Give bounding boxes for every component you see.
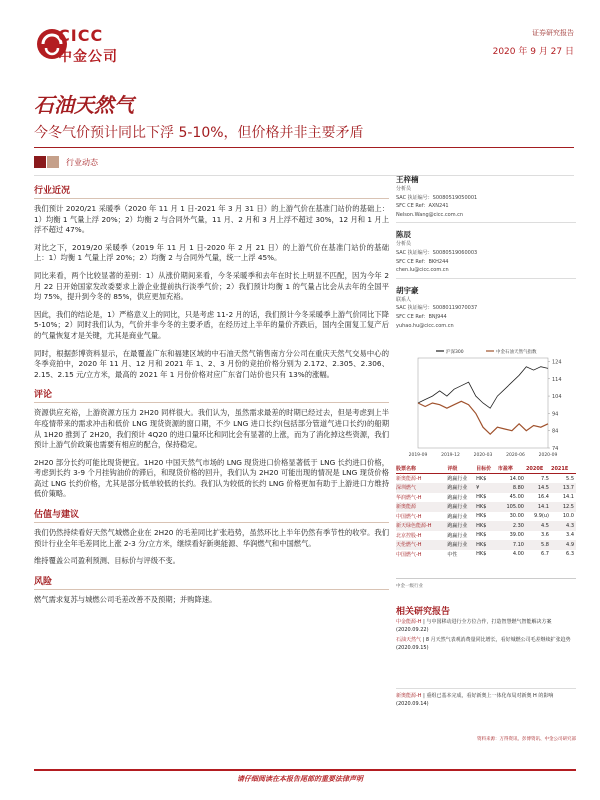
footer-divider [34, 769, 576, 771]
stock-name: 新奥能源 [396, 502, 447, 512]
table-row [396, 493, 576, 503]
analyst-block [396, 229, 576, 274]
analyst-sac: SAC 执证编号：S0080119070037 [396, 305, 478, 312]
series-line-oil-gas-index [418, 401, 548, 434]
section-industry-status [34, 183, 389, 380]
table-cell: 跑赢行业 [447, 532, 468, 539]
data-source-note: 资料来源：万得资讯、彭博资讯、中金公司研究部 [477, 737, 576, 742]
related-report-date: (2020.09.15) [396, 645, 429, 651]
doc-type: 证券研究报告 [532, 29, 574, 37]
table-cell: 4.9 [551, 540, 576, 550]
paragraph: 因此，我们的结论是，1）严格意义上的同比，只是考虑 11-2 月的话，我们预计今冬采暖季上游气价同比下降 5-10%；2）同时我们认为，气价并非今冬的主要矛盾，在经历过上半年的量价齐跌后，国内全面复工复产后的气量恢复才是关键，尤其是商业气量。 [34, 309, 389, 340]
paragraph: 我们仍然持续看好天然气城燃企业在 2H20 的毛差同比扩张趋势，虽然环比上半年仍然有季节性的收窄。我们预计行业全年毛差同比上涨 2-3 分/立方米，继续看好新奥能源、华润燃气和中国燃气。 [34, 528, 389, 548]
table-cell: 跑赢行业 [447, 483, 476, 493]
logo-cn: 中金公司 [58, 49, 118, 65]
section-heading: 评论 [34, 387, 389, 403]
table-header: 2020E [526, 464, 551, 474]
table-cell: 2.30 [498, 521, 526, 531]
table-cell: 10.0 [562, 513, 574, 520]
table-cell: 13.7 [551, 483, 576, 493]
section-heading: 行业近况 [34, 183, 389, 199]
analyst-email[interactable]: yuhao.hu@cicc.com.cn [396, 322, 454, 329]
table-cell: 14.1 [562, 494, 574, 501]
analyst-name: 陈辰 [396, 230, 411, 240]
table-cell: 9.9(u) [533, 513, 549, 520]
y-tick-label: 84 [552, 428, 559, 435]
table-cell: HK$ [476, 475, 487, 482]
divider [396, 222, 576, 223]
table-cell: 6.7 [541, 551, 549, 558]
table-note-text: 中金一级行业 [396, 584, 423, 589]
x-tick-label: 2019-09 [408, 453, 428, 458]
analyst-email[interactable]: chen.lu@cicc.com.cn [396, 267, 449, 274]
analyst-name: 王梓楠 [396, 175, 419, 184]
stock-name: 天伦燃气-H [396, 540, 447, 550]
table-cell: HK$ [476, 540, 498, 550]
table-cell: ¥ [476, 483, 498, 493]
analyst-sfc: SFC CE Ref：AXN241 [396, 203, 449, 210]
y-tick-label: 94 [552, 411, 559, 418]
title-divider [34, 147, 574, 148]
table-cell: 30.00 [509, 513, 524, 520]
analyst-sac: SAC 执证编号：S0080519050001 [396, 194, 478, 201]
related-report-title: 与中国移动进行全方位合作，打造智慧燃气智能解决方案 [426, 619, 552, 625]
related-report-title: 重组已基本完成，看好新奥上一体化布局对新奥 H 的影响 [426, 693, 554, 699]
table-row [396, 474, 576, 484]
stock-name: 新奥能源-H [396, 476, 422, 482]
table-cell: HK$ [476, 532, 487, 539]
table-cell: 16.4 [537, 494, 549, 501]
table-row [396, 540, 576, 550]
paragraph: 维持覆盖公司盈利预测、目标价与评级不变。 [34, 556, 180, 566]
related-report-date: (2020.09.14) [396, 701, 429, 707]
tag-marker-light [47, 156, 59, 168]
analyst-block [396, 285, 576, 330]
table-cell: 14.00 [509, 475, 524, 482]
table-cell: 4.3 [551, 521, 576, 531]
y-tick-label: 114 [552, 376, 562, 383]
series-line-hs300 [418, 367, 548, 409]
analyst-block [396, 174, 576, 219]
related-report-item[interactable]: 石油天然气 | 8 月天然气表观消费量同比增长，看好城燃公司毛差继续扩张趋势 (2020.09.15) [396, 637, 571, 651]
table-row [396, 550, 576, 560]
x-tick-label: 2020-09 [538, 453, 558, 458]
table-header-row [396, 464, 576, 474]
table-cell: 7.10 [498, 540, 526, 550]
table-row [396, 521, 576, 531]
analyst-role: 联系人 [396, 296, 412, 303]
related-report-date: (2020.09.22) [396, 627, 429, 633]
stock-name: 深圳燃气 [396, 483, 447, 493]
related-report-source: 新奥能源-H [396, 693, 422, 699]
table-header: 市盈率 [498, 464, 526, 474]
table-cell: 跑赢行业 [447, 502, 476, 512]
stock-name: 北京控股-H [396, 532, 422, 539]
table-cell: 7.5 [541, 475, 549, 482]
legal-disclaimer: 请仔细阅读在本报告尾部的重要法律声明 [237, 775, 363, 783]
x-tick-label: 2020-03 [473, 453, 493, 458]
y-tick-label: 104 [552, 394, 562, 401]
analyst-role: 分析员 [396, 186, 412, 192]
main-column [34, 183, 389, 612]
table-cell: 3.4 [566, 532, 574, 539]
table-cell: 中性 [447, 551, 458, 558]
table-bottom-rule [396, 578, 576, 579]
section-commentary [34, 387, 389, 500]
analyst-role: 分析员 [396, 241, 412, 248]
table-cell: 14.5 [526, 483, 551, 493]
stock-name: 中国燃气-H [396, 513, 422, 520]
table-cell: 跑赢行业 [447, 494, 468, 501]
table-row [396, 483, 576, 493]
analyst-sfc: SFC CE Ref：BKH244 [396, 258, 449, 265]
table-header: 目标价 [476, 464, 498, 474]
analyst-email[interactable]: Nelson.Wang@cicc.com.cn [396, 211, 464, 218]
table-cell: 4.5 [526, 521, 551, 531]
report-type-tag: 行业动态 [66, 158, 98, 167]
table-header: 股票名称 [396, 464, 447, 474]
stock-name: 华润燃气-H [396, 494, 422, 501]
x-tick-label: 2019-12 [441, 453, 460, 458]
table-header: 评级 [447, 464, 476, 474]
stock-name: 中国燃气-H [396, 551, 422, 558]
table-cell: HK$ [476, 502, 498, 512]
related-report-item[interactable]: 新奥能源-H | 重组已基本完成，看好新奥上一体化布局对新奥 H 的影响 (2020.09.14) [396, 693, 554, 707]
table-cell: HK$ [476, 513, 487, 520]
table-cell: HK$ [476, 521, 498, 531]
table-note [396, 583, 576, 589]
report-headline: 今冬气价预计同比下浮 5-10%，但价格并非主要矛盾 [34, 125, 364, 141]
tag-marker-dark [34, 156, 46, 168]
analyst-sfc: SFC CE Ref：BNJ944 [396, 313, 447, 320]
legend-label: 沪深300 [446, 350, 464, 355]
table-cell: 8.80 [498, 483, 526, 493]
paragraph: 2H20 部分长约可能比现货便宜。1H20 中国天然气市场的 LNG 现货进口价格显著低于 LNG 长约进口价格，考虑到长约 3-9 个月挂钩油价的滞后，和现货价格的回升，我们认为 2H20 可能出现的情况是 LNG 现货价格高过 LNG 长约价格，尤其是部分低单较低的长约。我们认为较低的长约 LNG 价格更加有助于上游进口方维持低价策略。 [34, 457, 389, 499]
analyst-panel [396, 168, 576, 330]
section-risk [34, 574, 389, 606]
section-heading: 风险 [34, 574, 389, 590]
legend-label: 中金石油天然气指数 [496, 350, 537, 355]
divider [396, 278, 576, 279]
table-cell: 39.00 [509, 532, 524, 539]
table-cell: 跑赢行业 [447, 521, 476, 531]
analyst-name: 胡宇豪 [396, 285, 419, 295]
table-row [396, 502, 576, 512]
table-cell: HK$ [476, 551, 487, 558]
related-reports-list [396, 618, 576, 668]
section-heading: 估值与建议 [34, 507, 389, 523]
table-cell: 105.00 [498, 502, 526, 512]
table-row [396, 512, 576, 522]
table-cell: 跑赢行业 [447, 540, 476, 550]
table-cell: 45.00 [509, 494, 524, 501]
y-tick-label: 74 [552, 446, 559, 452]
y-tick-label: 124 [552, 359, 562, 366]
table-cell: 4.00 [512, 551, 524, 558]
related-report-source: 中金能源-H [396, 619, 422, 625]
table-header: 2021E [551, 464, 576, 474]
table-cell: 5.8 [526, 540, 551, 550]
logo-en: CICC [58, 26, 104, 45]
table-cell: 14.1 [526, 502, 551, 512]
section-valuation [34, 507, 389, 567]
analyst-sac: SAC 执证编号：S0080519060003 [396, 249, 478, 256]
stock-name: 新天绿色能源-H [396, 521, 447, 531]
coverage-table [396, 464, 576, 559]
table-row [396, 531, 576, 541]
paragraph: 同比来看，两个比较显著的差别：1）从涨价期间来看，今冬采暖季和去年在时长上明显不匹配，因为今年 2 月 22 日开始国家发改委要求上游企业提前执行淡季气价；2）我们预计均衡 1 的气量占比会从去年的全国平均 75%，提升到今冬的 85%，供应更加充裕。 [34, 270, 389, 302]
table-cell: 12.5 [551, 502, 576, 512]
report-date: 2020 年 9 月 27 日 [492, 47, 574, 57]
table-cell: 跑赢行业 [447, 513, 468, 520]
paragraph: 同时，根据彭博资料显示，在最覆盖广东和福建区域的中石油天然气销售南方分公司在重庆天然气交易中心的冬季竞拍中，2020 年 11 月、12 月和 2021 年 1、2、3 月份的竞拍价格分别为 2.172、2.305、2.306、2.15、2.15 元/立方米，最高的 2021 年 1 月份价格对应广东省门站价也只有 13%的涨幅。 [34, 348, 389, 379]
related-report-title: 8 月天然气表观消费量同比增长，看好城燃公司毛差继续扩张趋势 [425, 637, 571, 643]
table-cell: 3.6 [541, 532, 549, 539]
table-cell: 5.5 [566, 475, 574, 482]
table-cell: 跑赢行业 [447, 476, 468, 482]
paragraph: 燃气需求复苏与城燃公司毛差改善不及预期；并购降速。 [34, 594, 217, 604]
paragraph: 对比之下，2019/20 采暖季（2019 年 11 月 1 日-2020 年 2 月 21 日）的上游气价在基准门站价的基础上：1）均衡 1 气量上浮 20%；2）均衡 2 与合同外气量，统一上浮 45%。 [34, 242, 389, 263]
performance-chart [398, 344, 576, 464]
related-report-item[interactable]: 中金能源-H | 与中国移动进行全方位合作，打造智慧燃气智能解决方案 (2020.09.22) [396, 619, 552, 633]
divider [396, 688, 576, 689]
paragraph: 资源供应充裕，上游资源方压力 2H20 同样很大。我们认为，虽然需求最差的时期已经过去，但是考虑到上半年疫情带来的需求冲击和低价 LNG 现货资源的窗口期，不少 LNG 进口长约(包括部分管道气进口长约)的船期从 1H20 推到了 2H20，我们预计 4Q20 的进口量环比和同比会有显著的上涨，而为了消化掉这些资源，我们预计上游气价政策也需要有相应的配合，保持稳定。 [34, 408, 389, 450]
paragraph: 我们预计 2020/21 采暖季（2020 年 11 月 1 日-2021 年 3 月 31 日）的上游气价在基准门站价的基础上：1）均衡 1 气量上浮 20%；2）均衡 2 与合同外气量，11 月、2 月和 3 月上浮不超过 30%，12 月和 1 月上浮不超过 47%。 [34, 204, 389, 235]
x-tick-label: 2020-06 [506, 453, 525, 458]
related-reports-title: 相关研究报告 [396, 607, 451, 617]
industry-title: 石油天然气 [34, 93, 134, 117]
related-report-source: 石油天然气 [396, 637, 422, 643]
table-cell: HK$ [476, 494, 487, 501]
table-cell: 6.3 [566, 551, 574, 558]
